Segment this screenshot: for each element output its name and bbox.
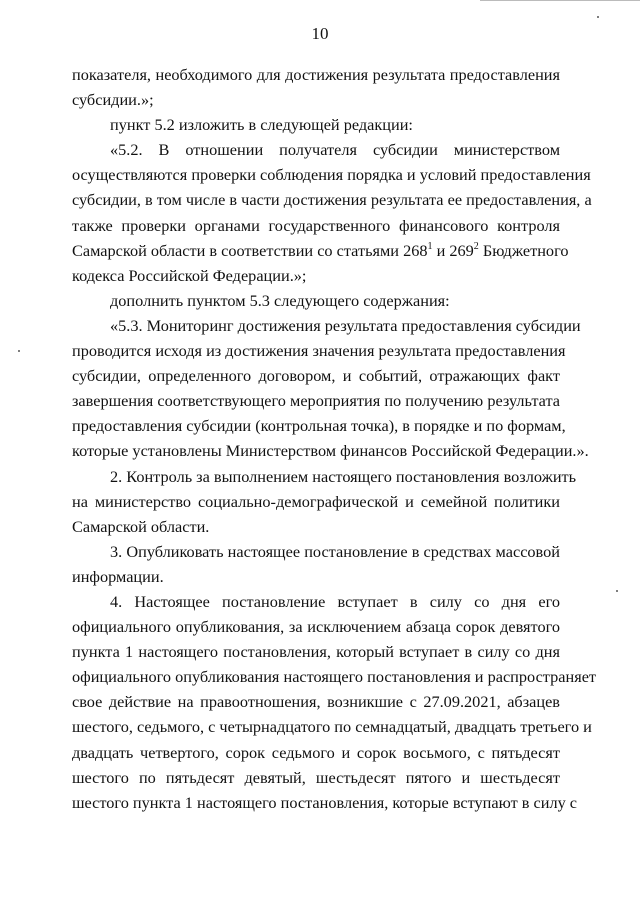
text-segment: Самарской области в соответствии со статьями 268: [72, 240, 428, 260]
superscript: 2: [473, 240, 479, 252]
scan-speck: [18, 350, 20, 352]
text-segment: Бюджетного: [478, 240, 569, 260]
text-line: субсидии, в том числе в части достижения результата ее предоставления, а: [72, 190, 592, 210]
text-line: Самарской области.: [72, 516, 210, 536]
text-line: проводится исходя из достижения значения результата предоставления: [72, 341, 566, 361]
text-line: шестого по пятьдесят девятый, шестьдесят пятого и шестьдесят: [72, 767, 560, 787]
page-number: 10: [311, 24, 329, 43]
text-line: «5.3. Мониторинг достижения результата предоставления субсидии: [110, 315, 581, 335]
text-line: [72, 238, 569, 263]
text-line: шестого, седьмого, с четырнадцатого по семнадцатый, двадцать третьего и: [72, 717, 592, 737]
text-line: предоставления субсидии (контрольная точка), в порядке и по формам,: [72, 416, 566, 436]
text-line: субсидии.»;: [72, 90, 154, 110]
superscript: 1: [427, 240, 433, 252]
text-line: пункт 5.2 изложить в следующей редакции:: [110, 115, 413, 135]
text-segment: и 269: [432, 240, 474, 260]
text-line: пункта 1 настоящего постановления, который вступает в силу со дня: [72, 642, 560, 662]
text-line: 2. Контроль за выполнением настоящего постановления возложить: [110, 466, 577, 486]
text-line: также проверки органами государственного финансового контроля: [72, 215, 560, 235]
text-line: дополнить пунктом 5.3 следующего содержания:: [110, 290, 450, 310]
scan-speck: [616, 590, 618, 592]
body-text: [72, 62, 597, 815]
scan-edge-line: [480, 0, 640, 1]
text-line: свое действие на правоотношения, возникшие с 27.09.2021, абзацев: [72, 692, 560, 712]
text-line: двадцать четвертого, сорок седьмого и сорок восьмого, с пятьдесят: [72, 742, 560, 762]
text-line: 3. Опубликовать настоящее постановление в средствах массовой: [110, 541, 560, 561]
text-line: официального опубликования, за исключением абзаца сорок девятого: [72, 617, 560, 637]
text-line: «5.2. В отношении получателя субсидии министерством: [110, 140, 560, 160]
text-line: осуществляются проверки соблюдения порядка и условий предоставления: [72, 165, 591, 185]
text-line: кодекса Российской Федерации.»;: [72, 265, 307, 285]
text-line: на министерство социально-демографической и семейной политики: [72, 491, 560, 511]
text-line: шестого пункта 1 настоящего постановления, которые вступают в силу с: [72, 792, 578, 812]
text-line: субсидии, определенного договором, и событий, отражающих факт: [72, 366, 560, 386]
text-line: 4. Настоящее постановление вступает в силу со дня его: [110, 591, 560, 611]
text-line: официального опубликования настоящего постановления и распространяет: [72, 667, 597, 687]
text-line: завершения соответствующего мероприятия по получению результата: [72, 391, 560, 411]
text-line: показателя, необходимого для достижения результата предоставления: [72, 65, 560, 84]
text-line: информации.: [72, 566, 164, 586]
text-line: которые установлены Министерством финансов Российской Федерации.».: [72, 441, 589, 461]
scan-speck: [597, 16, 599, 18]
